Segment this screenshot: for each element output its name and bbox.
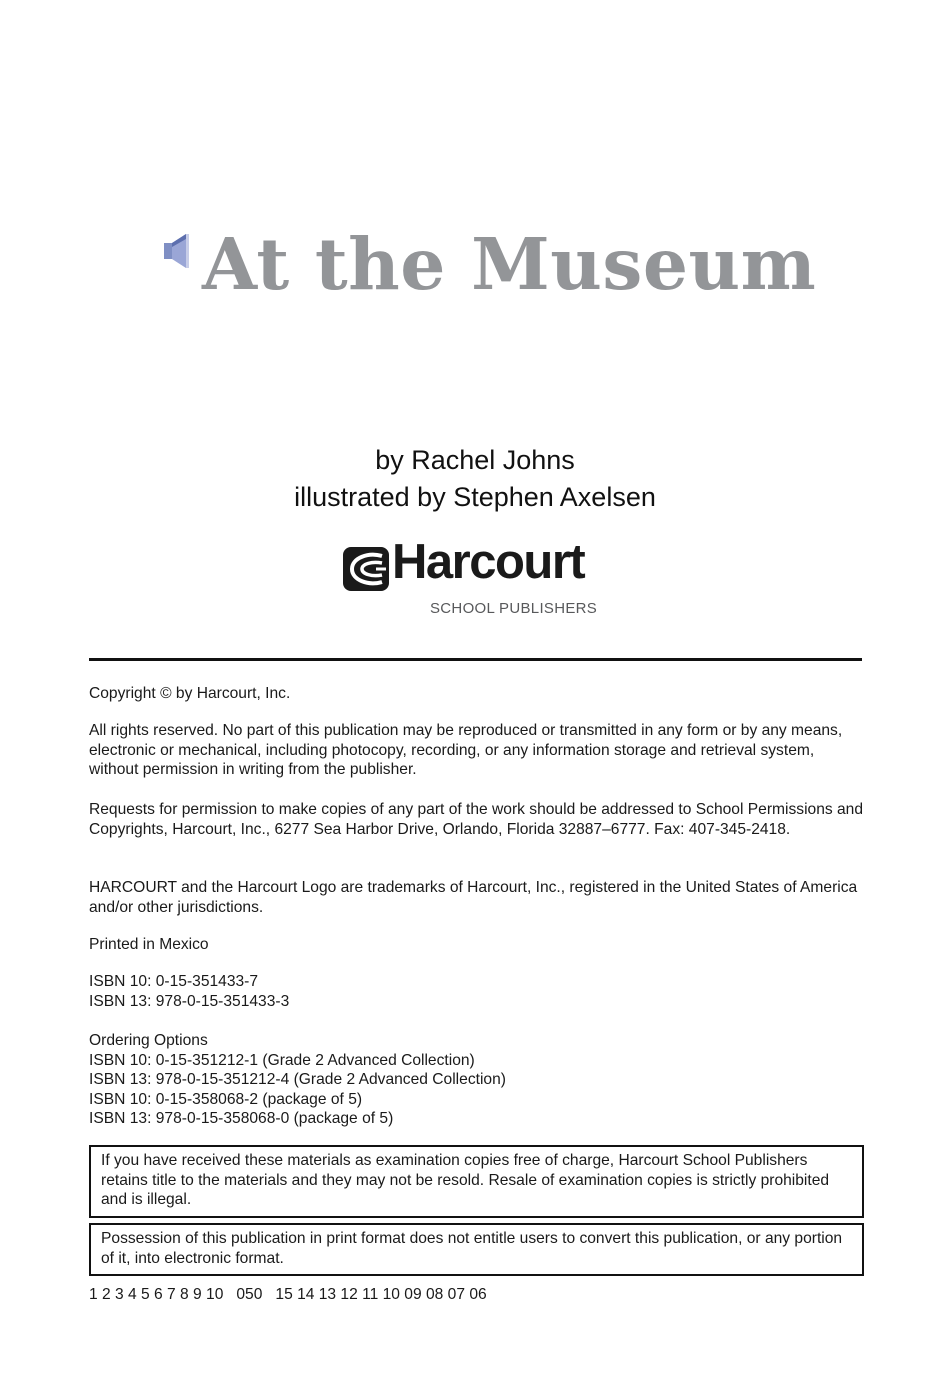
isbn-line: ISBN 13: 978-0-15-351433-3	[89, 992, 290, 1010]
rights-text: All rights reserved. No part of this publication may be reproduced or transmitted in any form or by any means, electronic or mechanical, including photocopy, recording, or any information storage and retrieval system, without permission in writing from the publisher.	[89, 722, 843, 779]
trademarks-text: HARCOURT and the Harcourt Logo are trademarks of Harcourt, Inc., registered in the United States of America and/or other jurisdictions.	[89, 879, 858, 916]
permissions-text: Requests for permission to make copies of any part of the work should be addressed to School Permissions and Copyrights, Harcourt, Inc., 6277 Sea Harbor Drive, Orlando, Florida 32887–6777. Fax: 407-345-2418.	[89, 801, 864, 838]
rights-paragraph	[89, 721, 864, 780]
divider-rule	[89, 658, 862, 661]
title-block	[160, 222, 817, 308]
printed-text: Printed in Mexico	[89, 936, 209, 953]
harcourt-swoosh-icon	[342, 546, 390, 592]
ordering-isbn-line: ISBN 13: 978-0-15-358068-0 (package of 5)	[89, 1110, 394, 1128]
electronic-format-notice: Possession of this publication in print format does not entitle users to convert this publication, or any portion of it, into electronic format.	[89, 1223, 864, 1276]
author-line: by Rachel Johns	[375, 445, 575, 475]
permissions-paragraph	[89, 800, 864, 839]
print-line: 1 2 3 4 5 6 7 8 9 10 050 15 14 13 12 11 10 09 08 07 06	[89, 1286, 487, 1303]
examination-copy-notice: If you have received these materials as examination copies free of charge, Harcourt School Publishers retains title to the materials and they may not be resold. Resale of examination copies is strictly prohibited and is illegal.	[89, 1145, 864, 1218]
logo-subtitle: SCHOOL PUBLISHERS	[430, 600, 598, 617]
trademarks-paragraph	[89, 878, 864, 917]
speaker-icon[interactable]	[164, 234, 190, 268]
ordering-isbn-line: ISBN 10: 0-15-351212-1 (Grade 2 Advanced Collection)	[89, 1051, 475, 1069]
ordering-isbn-line: ISBN 10: 0-15-358068-2 (package of 5)	[89, 1090, 363, 1108]
ordering-heading: Ordering Options	[89, 1032, 208, 1049]
book-title: At the Museum	[202, 222, 817, 306]
isbn-block	[89, 972, 864, 1011]
harcourt-logo	[342, 535, 604, 620]
logo-wordmark: Harcourt	[392, 535, 585, 589]
copyright-text: Copyright © by Harcourt, Inc.	[89, 685, 291, 702]
illustrator-line: illustrated by Stephen Axelsen	[294, 482, 656, 512]
printed-in	[89, 935, 864, 955]
ordering-options	[89, 1031, 864, 1129]
copyright-line	[89, 684, 864, 704]
ordering-isbn-line: ISBN 13: 978-0-15-351212-4 (Grade 2 Advanced Collection)	[89, 1071, 506, 1089]
isbn-line: ISBN 10: 0-15-351433-7	[89, 973, 259, 990]
